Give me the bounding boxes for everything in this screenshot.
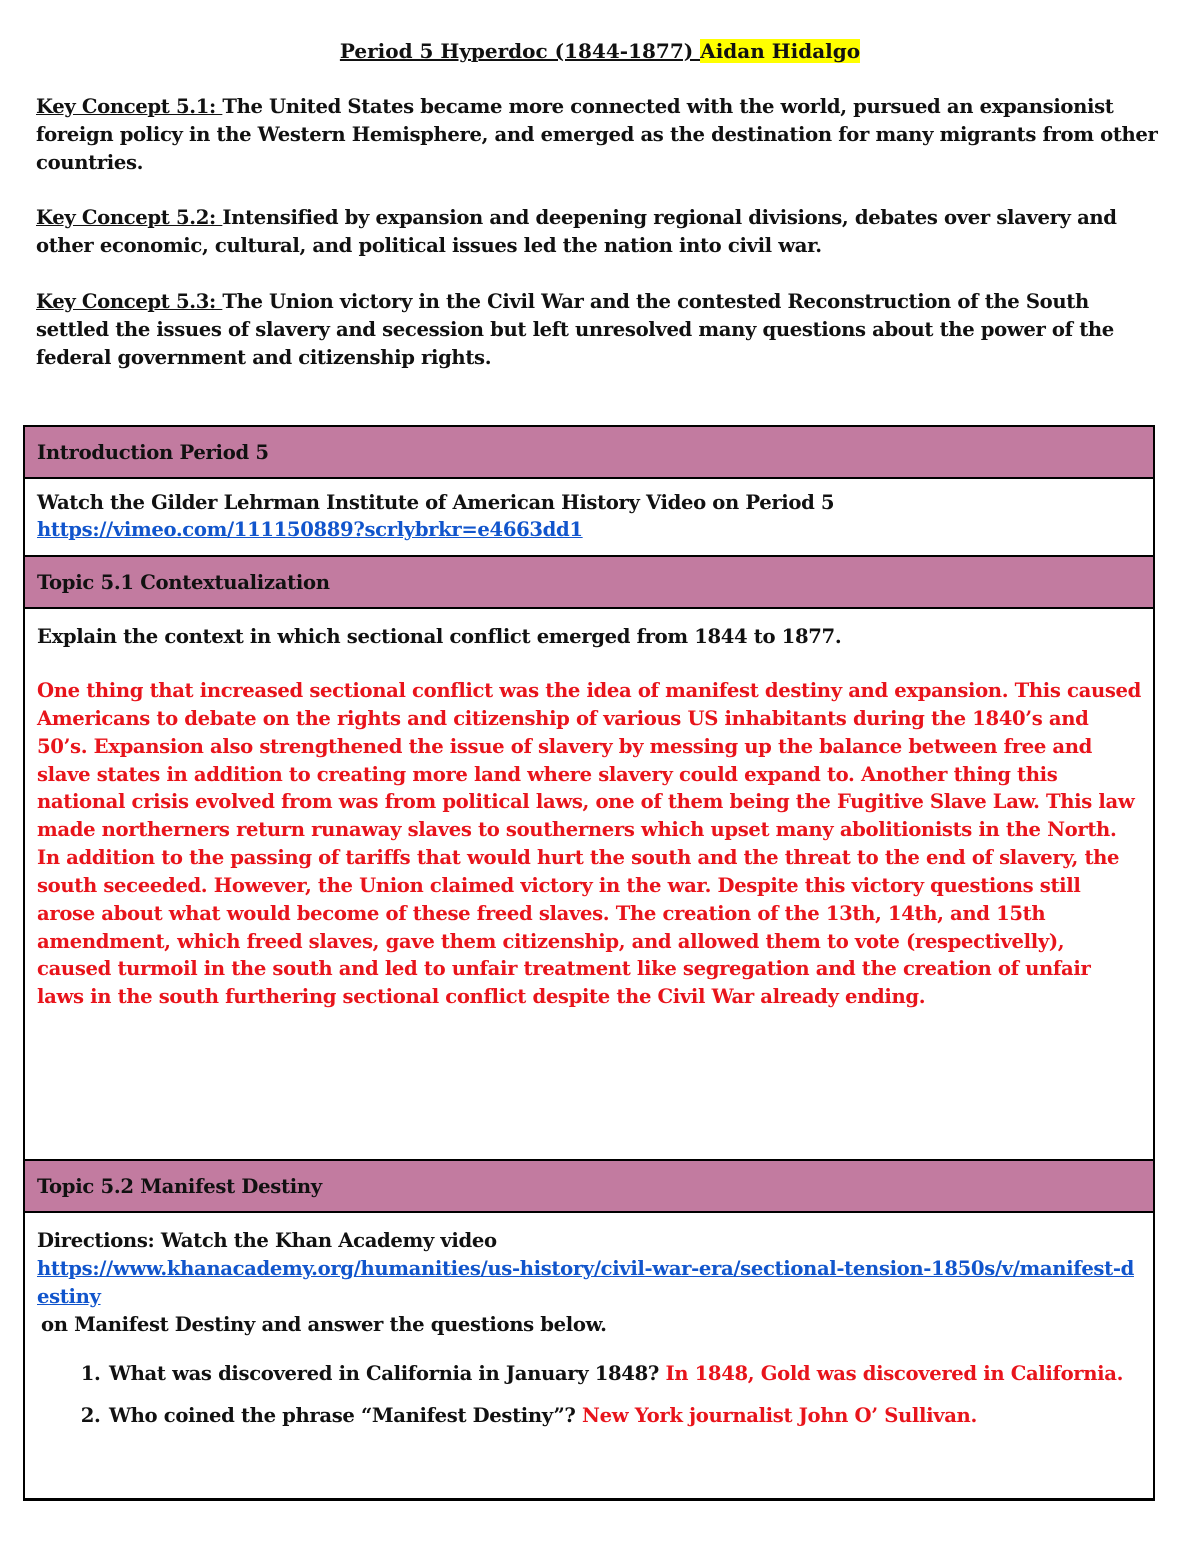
contextualization-answer: One thing that increased sectional conflict was the idea of manifest destiny and expansion. This caused Americans to debate on the rights and citizenship of various US inhabitants during the 1840’s and 50’s. Expansion also strengthened the issue of slavery by messing up the balance between free and slave states in addition to creating more land where slavery could expand to. Another thing this national crisis evolved from was from political laws, one of them being the Fugitive Slave Law. This law made northerners return runaway slaves to southerners which upset many abolitionists in the North. In addition to the passing of tariffs that would hurt the south and the threat to the end of slavery, the south seceeded. However, the Union claimed victory in the war. Despite this victory questions still arose about what would become of these freed slaves. The creation of the 13th, 14th, and 15th amendment, which freed slaves, gave them citizenship, and allowed them to vote (respectivelly), caused turmoil in the south and led to unfair treatment like segregation and the creation of unfair laws in the south furthering sectional conflict despite the Civil War already ending. bbox=[37, 679, 1141, 1009]
manifest-destiny-heading: Topic 5.2 Manifest Destiny bbox=[25, 1161, 1153, 1213]
directions-text: Directions: Watch the Khan Academy video bbox=[37, 1229, 497, 1252]
list-item bbox=[107, 1353, 1141, 1395]
vimeo-link[interactable]: https://vimeo.com/111150889?scrlybrkr=e4663dd1 bbox=[37, 518, 583, 541]
key-concept-5-2 bbox=[36, 204, 1161, 260]
question-text: Who coined the phrase “Manifest Destiny”? bbox=[109, 1404, 583, 1427]
key-concept-label: Key Concept 5.2: bbox=[36, 206, 223, 229]
contextualization-cell bbox=[25, 609, 1153, 1161]
key-concept-text: The United States became more connected with the world, pursued an expansionist foreign policy in the Western Hemisphere, and emerged as the destination for many migrants from other countries. bbox=[36, 95, 1158, 174]
key-concept-text: Intensified by expansion and deepening regional divisions, debates over slavery and other economic, cultural, and political issues led the nation into civil war. bbox=[36, 206, 1117, 257]
contextualization-prompt: Explain the context in which sectional conflict emerged from 1844 to 1877. bbox=[37, 625, 842, 648]
answer-text: New York journalist John O’ Sullivan. bbox=[582, 1404, 977, 1427]
question-list bbox=[37, 1353, 1141, 1437]
khan-academy-link[interactable]: https://www.khanacademy.org/humanities/us-history/civil-war-era/sectional-tension-1850s/v/manifest-destiny bbox=[37, 1257, 1134, 1308]
title-text: Period 5 Hyperdoc (1844-1877) bbox=[339, 39, 701, 63]
directions-continuation: on Manifest Destiny and answer the questions below. bbox=[41, 1313, 607, 1336]
list-item bbox=[107, 1395, 1141, 1437]
student-name: Aidan Hidalgo bbox=[700, 39, 861, 63]
key-concept-5-3 bbox=[36, 288, 1161, 372]
answer-text: In 1848, Gold was discovered in California. bbox=[665, 1362, 1124, 1385]
contextualization-heading: Topic 5.1 Contextualization bbox=[25, 557, 1153, 609]
hyperdoc-table bbox=[23, 425, 1155, 1501]
intro-heading: Introduction Period 5 bbox=[25, 427, 1153, 479]
intro-cell bbox=[25, 479, 1153, 557]
key-concept-label: Key Concept 5.3: bbox=[36, 290, 223, 313]
document-title bbox=[0, 37, 1200, 65]
intro-text: Watch the Gilder Lehrman Institute of American History Video on Period 5 bbox=[37, 491, 835, 514]
key-concept-5-1 bbox=[36, 93, 1161, 177]
question-text: What was discovered in California in January 1848? bbox=[109, 1362, 666, 1385]
manifest-destiny-cell bbox=[25, 1213, 1153, 1498]
key-concept-text: The Union victory in the Civil War and the contested Reconstruction of the South settled the issues of slavery and secession but left unresolved many questions about the power of the federal government and citizenship rights. bbox=[36, 290, 1114, 369]
key-concept-label: Key Concept 5.1: bbox=[36, 95, 223, 118]
